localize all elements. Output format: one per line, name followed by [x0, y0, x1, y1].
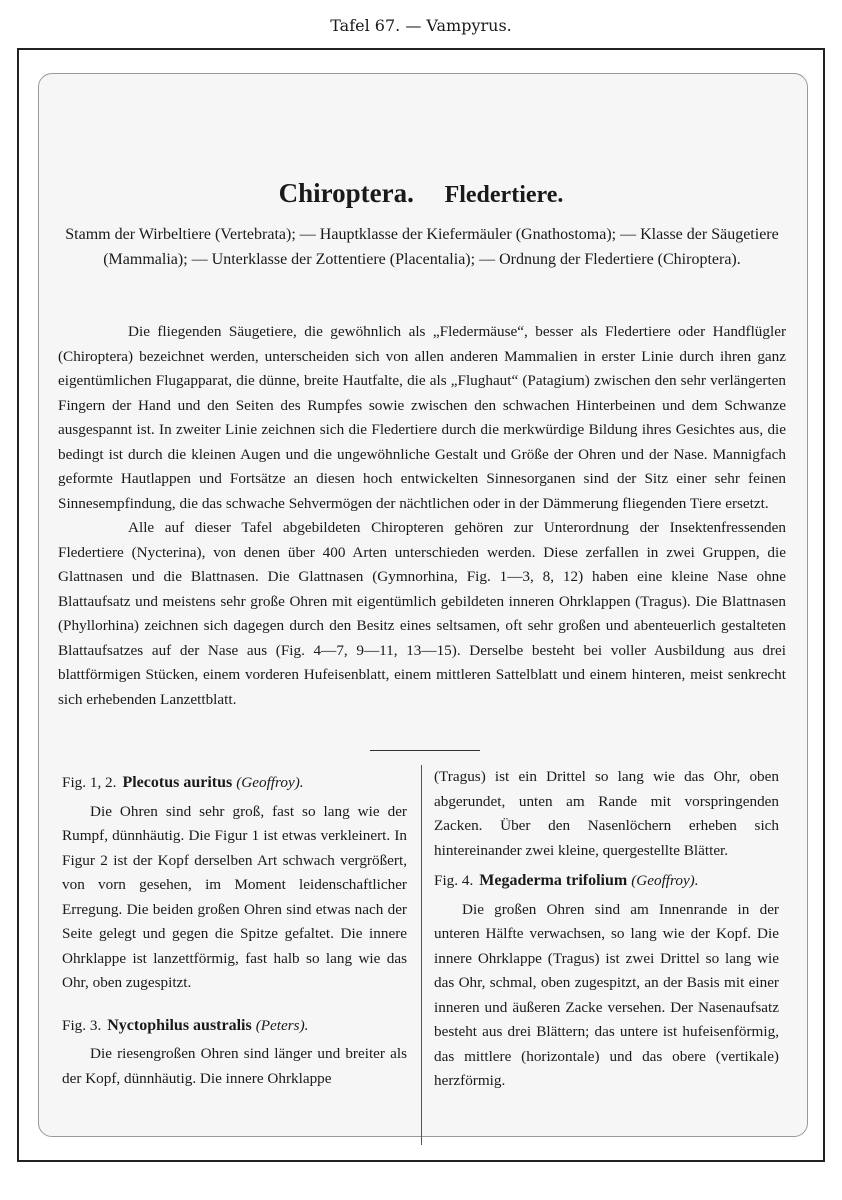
- figure-heading: Fig. 1, 2. Plecotus auritus (Geoffroy).: [62, 774, 304, 791]
- figure-heading: Fig. 3. Nyctophilus australis (Peters).: [62, 1016, 309, 1034]
- figure-text-continuation: (Tragus) ist ein Drittel so lang wie das Ohr, oben abgerundet, unten am Rande mit vorspringenden Zacken. Über den Nasenlöchern erheben sich hintereinander zwei kleine, quergestellte Blätter.: [434, 768, 779, 859]
- intro-paragraph: Alle auf dieser Tafel abgebildeten Chiropteren gehören zur Unterordnung der Insektenfressenden Fledertiere (Nycterina), von denen über 400 Arten unterschieden werden. Diese zerfallen in zwei Gruppen, die Glattnasen und die Blattnasen. Die Glattnasen (Gymnorhina, Fig. 1—3, 8, 12) haben eine kleine Nase ohne Blattaufsatz und meistens sehr große Ohren mit eigentümlich gebildeten inneren Ohrklappen (Tragus). Die Blattnasen (Phyllorhina) zeichnen sich dagegen durch den Besitz eines seltsamen, oft sehr großen und abenteuerlich gestalteten Blattaufsatzes auf der Nase aus (Fig. 4—7, 9—11, 13—15). Derselbe besteht bei voller Ausbildung aus drei blattförmigen Stücken, einem vorderen Hufeisenblatt, einem mittleren Sattelblatt und einem hinteren, meist senkrecht sich erhebenden Lanzettblatt.: [58, 519, 786, 708]
- page-header: Tafel 67. — Vampyrus.: [330, 16, 512, 35]
- left-column: [62, 765, 407, 1091]
- title-german: Fledertiere.: [444, 182, 564, 208]
- divider: [370, 750, 480, 751]
- figure-text: Die großen Ohren sind am Innenrande in der unteren Hälfte verwachsen, so lang wie der Kopf. Die innere Ohrklappe (Tragus) ist zwei Drittel so lang wie das Ohr, schmal, oben zugespitzt, an der Basis mit einer inneren und äußeren Zacke versehen. Der Nasenaufsatz besteht aus drei Blättern; das untere ist hufeisenförmig, das mittlere (horizontale) und das obere (vertikale) herzförmig.: [434, 900, 779, 1089]
- column-divider: [421, 765, 422, 1145]
- right-column: [434, 765, 779, 1094]
- intro-paragraph: Die fliegenden Säugetiere, die gewöhnlich als „Fledermäuse“, besser als Fledertiere oder Handflügler (Chiroptera) bezeichnet werden, unterscheiden sich von allen anderen Mammalien in erster Linie durch ihren ganz eigentümlichen Flugapparat, die dünne, breite Hautfalte, die als „Flughaut“ (Patagium) zwischen den sehr verlängerten Fingern der Hand und den Seiten des Rumpfes sowie zwischen den schwachen Hinterbeinen und dem Schwanze ausgespannt ist. In zweiter Linie zeichnen sich die Fledertiere durch die merkwürdige Bildung ihres Gesichtes aus, die bedingt ist durch die kleinen Augen und die ungewöhnliche Gestalt und Größe der Ohren und der Nase. Mannigfach geformte Hautlappen und Fortsätze an diesen hoch entwickelten Sinnesorganen sind der Sitz einer sehr feinen Sinnesempfindung, die das schwache Sehvermögen der nächtlichen oder in der Dämmerung fliegenden Tiere ersetzt.: [58, 323, 786, 512]
- figure-heading: Fig. 4. Megaderma trifolium (Geoffroy).: [434, 872, 699, 889]
- intro-text: [58, 320, 786, 712]
- taxonomy: Stamm der Wirbeltiere (Vertebrata); — Hauptklasse der Kiefermäuler (Gnathostoma); — Klasse der Säugetiere (Mammalia); — Unterklasse der Zottentiere (Placentalia); — Ordnung der Fledertiere (Chiroptera).: [65, 226, 779, 268]
- title-latin: Chiroptera.: [278, 178, 414, 208]
- page-title: [0, 178, 842, 209]
- figure-text: Die riesengroßen Ohren sind länger und breiter als der Kopf, dünnhäutig. Die innere Ohrklappe: [62, 1045, 407, 1087]
- figure-text: Die Ohren sind sehr groß, fast so lang wie der Rumpf, dünnhäutig. Die Figur 1 ist etwas verkleinert. In Figur 2 ist der Kopf derselben Art schwach vergrößert, von vorn gesehen, im Moment leidenschaftlicher Erregung. Die beiden großen Ohren sind etwas nach der Seite gelegt und gegen die Spitze gefaltet. Die innere Ohrklappe ist lanzettförmig, fast halb so lang wie das Ohr, oben zugespitzt.: [62, 802, 407, 991]
